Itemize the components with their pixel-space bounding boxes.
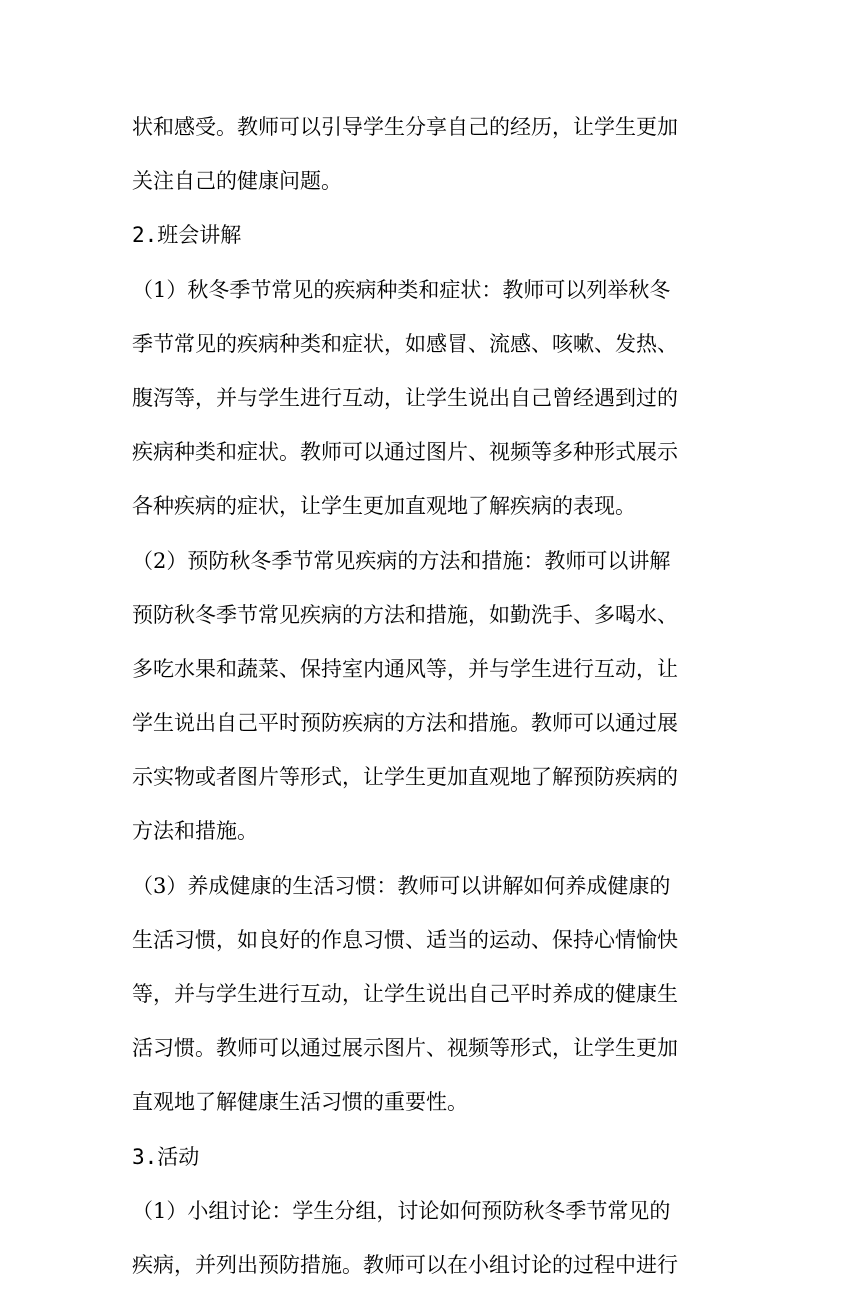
body-line: 季节常见的疾病种类和症状，如感冒、流感、咳嗽、发热、: [132, 331, 678, 356]
body-line: 状和感受。教师可以引导学生分享自己的经历，让学生更加: [132, 115, 678, 139]
body-line: 疾病种类和症状。教师可以通过图片、视频等多种形式展示: [132, 440, 678, 465]
body-line: 关注自己的健康问题。: [132, 169, 342, 194]
body-line: （1）小组讨论：学生分组，讨论如何预防秋冬季节常见的: [132, 1198, 671, 1223]
body-line: 预防秋冬季节常见疾病的方法和措施，如勤洗手、多喝水、: [132, 602, 678, 627]
body-line: （1）秋冬季节常见的疾病种类和症状：教师可以列举秋冬: [132, 277, 671, 302]
body-line: 疾病，并列出预防措施。教师可以在小组讨论的过程中进行: [132, 1252, 678, 1277]
body-line: 生活习惯，如良好的作息习惯、适当的运动、保持心情愉快: [132, 927, 678, 952]
body-line: 多吃水果和蔬菜、保持室内通风等，并与学生进行互动，让: [132, 656, 678, 681]
section-heading: 2.班会讲解: [132, 223, 242, 248]
body-line: 示实物或者图片等形式，让学生更加直观地了解预防疾病的: [132, 765, 678, 790]
body-line: 方法和措施。: [132, 819, 258, 844]
body-line: 腹泻等，并与学生进行互动，让学生说出自己曾经遇到过的: [132, 385, 678, 410]
body-line: 学生说出自己平时预防疾病的方法和措施。教师可以通过展: [132, 711, 678, 736]
body-line: 等，并与学生进行互动，让学生说出自己平时养成的健康生: [132, 982, 678, 1006]
body-line: （3）养成健康的生活习惯：教师可以讲解如何养成健康的: [132, 873, 671, 898]
body-line: 直观地了解健康生活习惯的重要性。: [132, 1090, 468, 1115]
body-line: 活习惯。教师可以通过展示图片、视频等形式，让学生更加: [132, 1036, 678, 1061]
body-line: 各种疾病的症状，让学生更加直观地了解疾病的表现。: [132, 494, 636, 519]
document-body: [132, 100, 732, 1292]
section-heading: 3.活动: [132, 1144, 200, 1169]
body-line: （2）预防秋冬季节常见疾病的方法和措施：教师可以讲解: [132, 548, 671, 573]
